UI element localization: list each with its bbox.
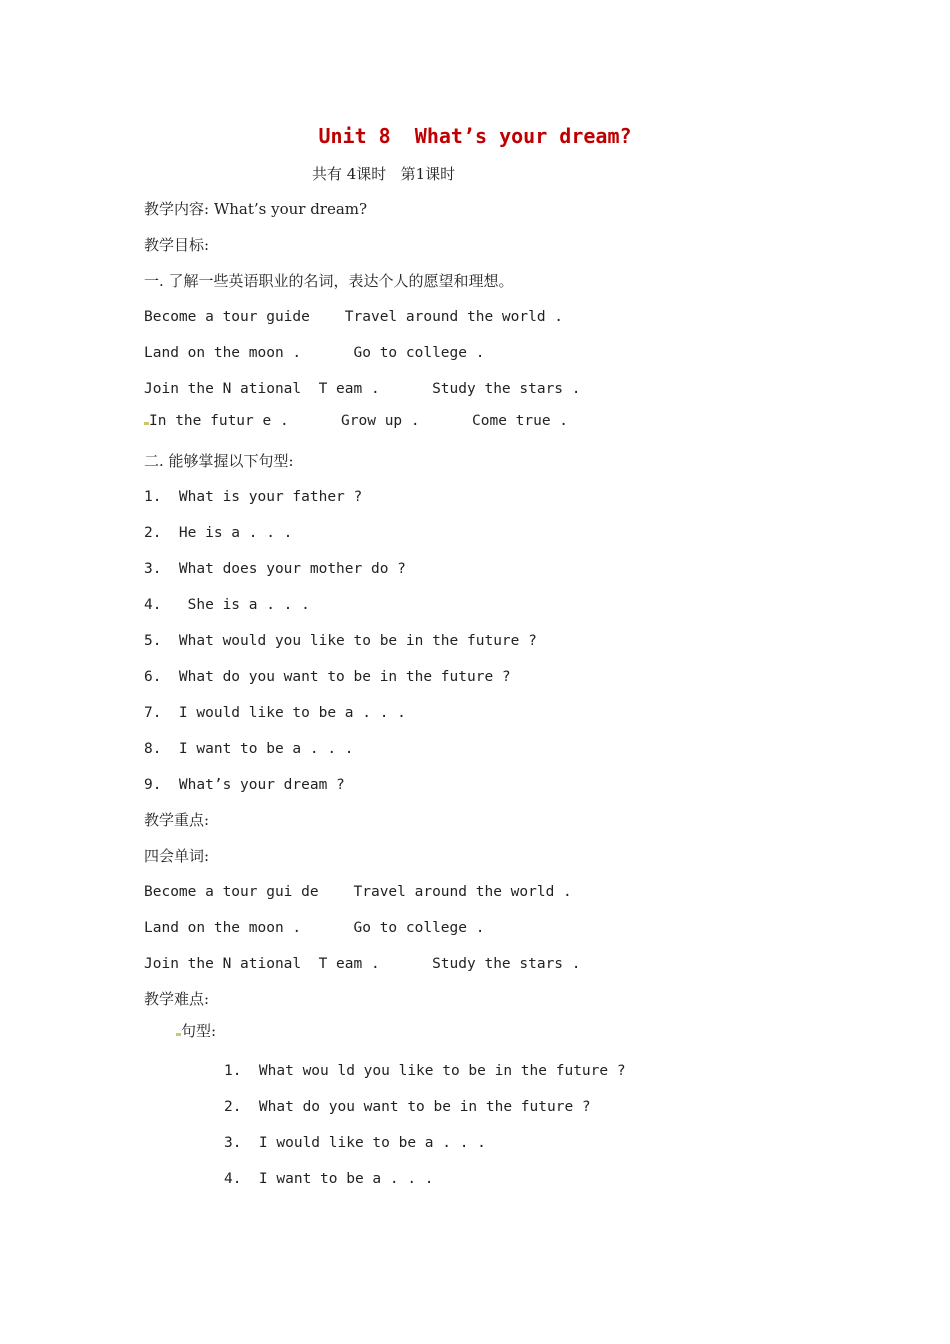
phrase-line xyxy=(144,411,568,431)
difficulties-heading: 教学难点: xyxy=(144,990,210,1008)
lesson-count: 共有 4课时 第1课时 xyxy=(312,165,456,183)
sentence-item: 8. I want to be a . . . xyxy=(144,741,354,757)
phrase-line: Land on the moon . Go to college . xyxy=(144,920,485,936)
sentence-item: 7. I would like to be a . . . xyxy=(144,705,406,721)
phrase-text: In the futur e . Grow up . Come true . xyxy=(149,413,569,429)
sentence-item: 4. She is a . . . xyxy=(144,597,310,613)
phrase-line: Become a tour guide Travel around the world . xyxy=(144,309,564,325)
phrase-line: Land on the moon . Go to college . xyxy=(144,345,485,361)
objective-two: 二. 能够掌握以下句型: xyxy=(144,452,294,470)
phrase-line: Join the N ational T eam . Study the stars . xyxy=(144,956,581,972)
objective-one: 一. 了解一些英语职业的名词，表达个人的愿望和理想。 xyxy=(144,272,514,290)
pattern-heading xyxy=(176,1021,216,1041)
vocab-heading: 四会单词: xyxy=(144,847,210,865)
difficult-sentence: 4. I want to be a . . . xyxy=(224,1171,434,1187)
sentence-item: 2. He is a . . . xyxy=(144,525,293,541)
sentence-item: 3. What does your mother do ? xyxy=(144,561,406,577)
pattern-label: 句型: xyxy=(181,1022,217,1040)
sentence-item: 9. What’s your dream ? xyxy=(144,777,345,793)
objectives-heading: 教学目标: xyxy=(144,236,210,254)
key-points-heading: 教学重点: xyxy=(144,811,210,829)
sentence-item: 6. What do you want to be in the future ? xyxy=(144,669,511,685)
phrase-line: Join the N ational T eam . Study the stars . xyxy=(144,381,581,397)
phrase-line: Become a tour gui de Travel around the world . xyxy=(144,884,572,900)
difficult-sentence: 2. What do you want to be in the future ? xyxy=(224,1099,591,1115)
sentence-item: 5. What would you like to be in the future ? xyxy=(144,633,537,649)
difficult-sentence: 1. What wou ld you like to be in the future ? xyxy=(224,1063,626,1079)
teaching-content: 教学内容: What’s your dream? xyxy=(144,200,368,218)
sentence-item: 1. What is your father ? xyxy=(144,489,363,505)
difficult-sentence: 3. I would like to be a . . . xyxy=(224,1135,486,1151)
page-title: Unit 8 What’s your dream? xyxy=(318,124,632,148)
